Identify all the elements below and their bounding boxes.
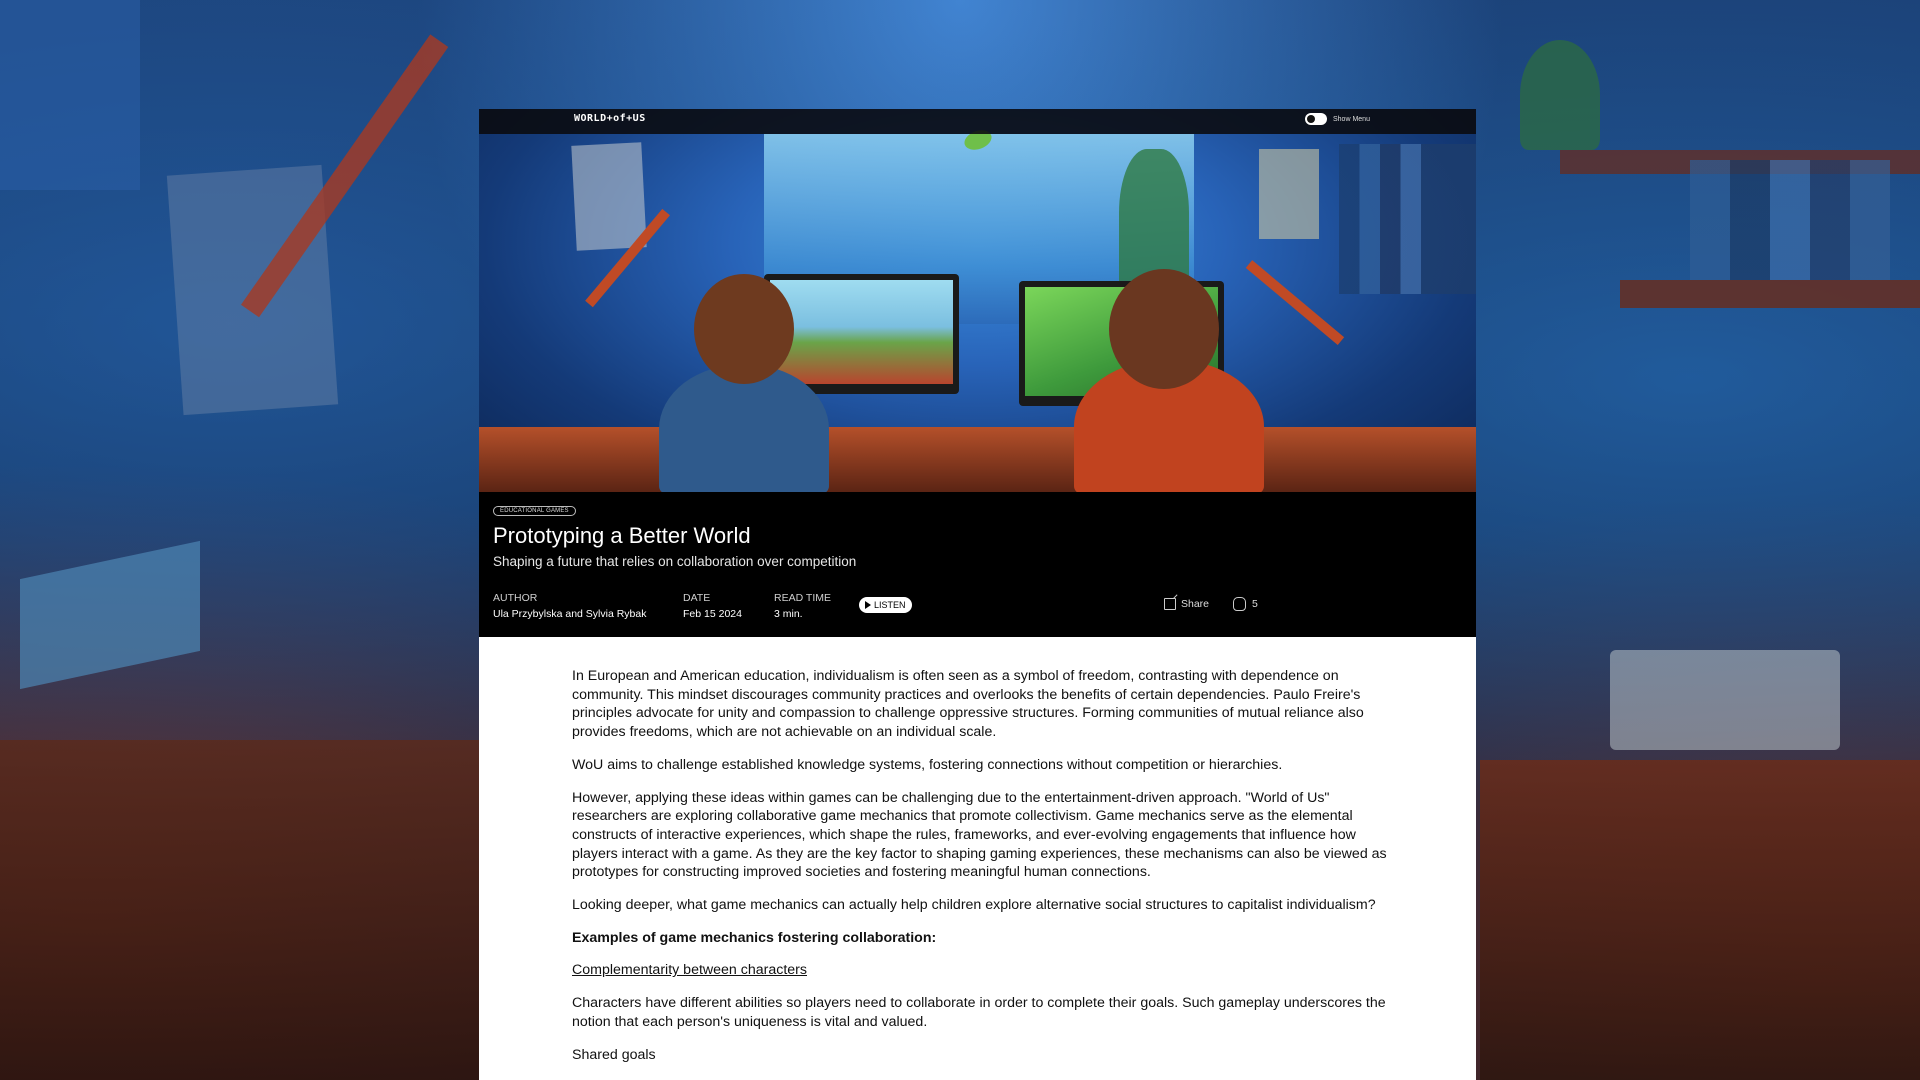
examples-heading: Examples of game mechanics fostering collaboration: (572, 929, 937, 946)
article-subtitle: Shaping a future that relies on collaboration over competition (493, 554, 857, 569)
hero-poster (571, 142, 646, 251)
hero-kid-left-head (694, 274, 794, 384)
read-time-value: 3 min. (774, 608, 803, 620)
background-plant (1520, 40, 1600, 150)
hero-kid-right-head (1109, 269, 1219, 389)
background-desk (0, 740, 480, 1080)
article-title: Prototyping a Better World (493, 523, 751, 548)
article-body (479, 637, 1476, 1080)
read-time-label: READ TIME (774, 592, 831, 604)
author-label: AUTHOR (493, 592, 538, 604)
hero-lamp (1246, 260, 1344, 345)
show-menu-toggle[interactable] (1305, 113, 1370, 125)
background-shelf (1620, 280, 1920, 308)
share-icon (1164, 598, 1176, 610)
clap-button[interactable] (1233, 597, 1258, 611)
listen-label: LISTEN (874, 600, 906, 610)
clap-icon (1233, 597, 1246, 611)
listen-button[interactable] (859, 597, 912, 613)
hero-desk (479, 427, 1476, 492)
date-label: DATE (683, 592, 711, 604)
article-header (479, 492, 1476, 647)
category-tag[interactable]: EDUCATIONAL GAMES (493, 506, 576, 516)
meta-author (493, 592, 646, 620)
toggle-switch-icon[interactable] (1305, 113, 1327, 125)
play-icon (865, 601, 871, 609)
share-label: Share (1181, 598, 1210, 610)
paragraph: Looking deeper, what game mechanics can actually help children explore alternative social structures to capitalist individualism? (572, 897, 1376, 914)
link-complementarity[interactable]: Complementarity between characters (572, 962, 807, 979)
section-shared-goals: Shared goals (572, 1046, 656, 1063)
hero-poster (1259, 149, 1319, 239)
hero-bookshelf (1339, 144, 1476, 294)
paragraph: In European and American education, individualism is often seen as a symbol of freedom, contrasting with dependence on community. This mindset discourages community practices and overlooks the benefits of certain dependencies. Paulo Freire's principles advocate for unity and compassion to challenge oppressive structures. Forming communities of mutual reliance also provides freedoms, which are not achievable on an individual scale. (572, 668, 1364, 741)
paragraph: WoU aims to challenge established knowledge systems, fostering connections without competition or hierarchies. (572, 756, 1283, 773)
top-bar (479, 109, 1476, 134)
paragraph: However, applying these ideas within games can be challenging due to the entertainment-driven approach. "World of Us" researchers are exploring collaborative game mechanics that promote collectivism. Game mechanics serve as the elemental constructs of interactive experiences, which shape the rules, frameworks, and ever-evolving engagements that influence how players interact with a game. As they are the key factor to shaping gaming experiences, these mechanisms can also be viewed as prototypes for constructing improved societies and fostering meaningful human connections. (572, 789, 1387, 881)
background-device (1610, 650, 1840, 750)
share-button[interactable] (1164, 598, 1209, 610)
article-content (572, 667, 1392, 1078)
article-panel (479, 109, 1476, 1080)
background-desk (1480, 760, 1920, 1080)
date-value: Feb 15 2024 (683, 608, 742, 620)
meta-read-time (774, 592, 831, 620)
site-logo[interactable]: WORLD+of+US (574, 113, 646, 124)
show-menu-label: Show Menu (1333, 115, 1370, 123)
clap-count: 5 (1252, 598, 1258, 610)
background-books (1690, 160, 1890, 280)
background-poster (0, 0, 140, 190)
background-monitor (20, 541, 200, 689)
author-value: Ula Przybylska and Sylvia Rybak (493, 608, 647, 620)
meta-date (683, 592, 742, 620)
paragraph: Characters have different abilities so players need to collaborate in order to complete their goals. Such gameplay underscores the notion that each person's uniqueness is vital and valued. (572, 995, 1386, 1030)
hero-illustration (479, 109, 1476, 492)
